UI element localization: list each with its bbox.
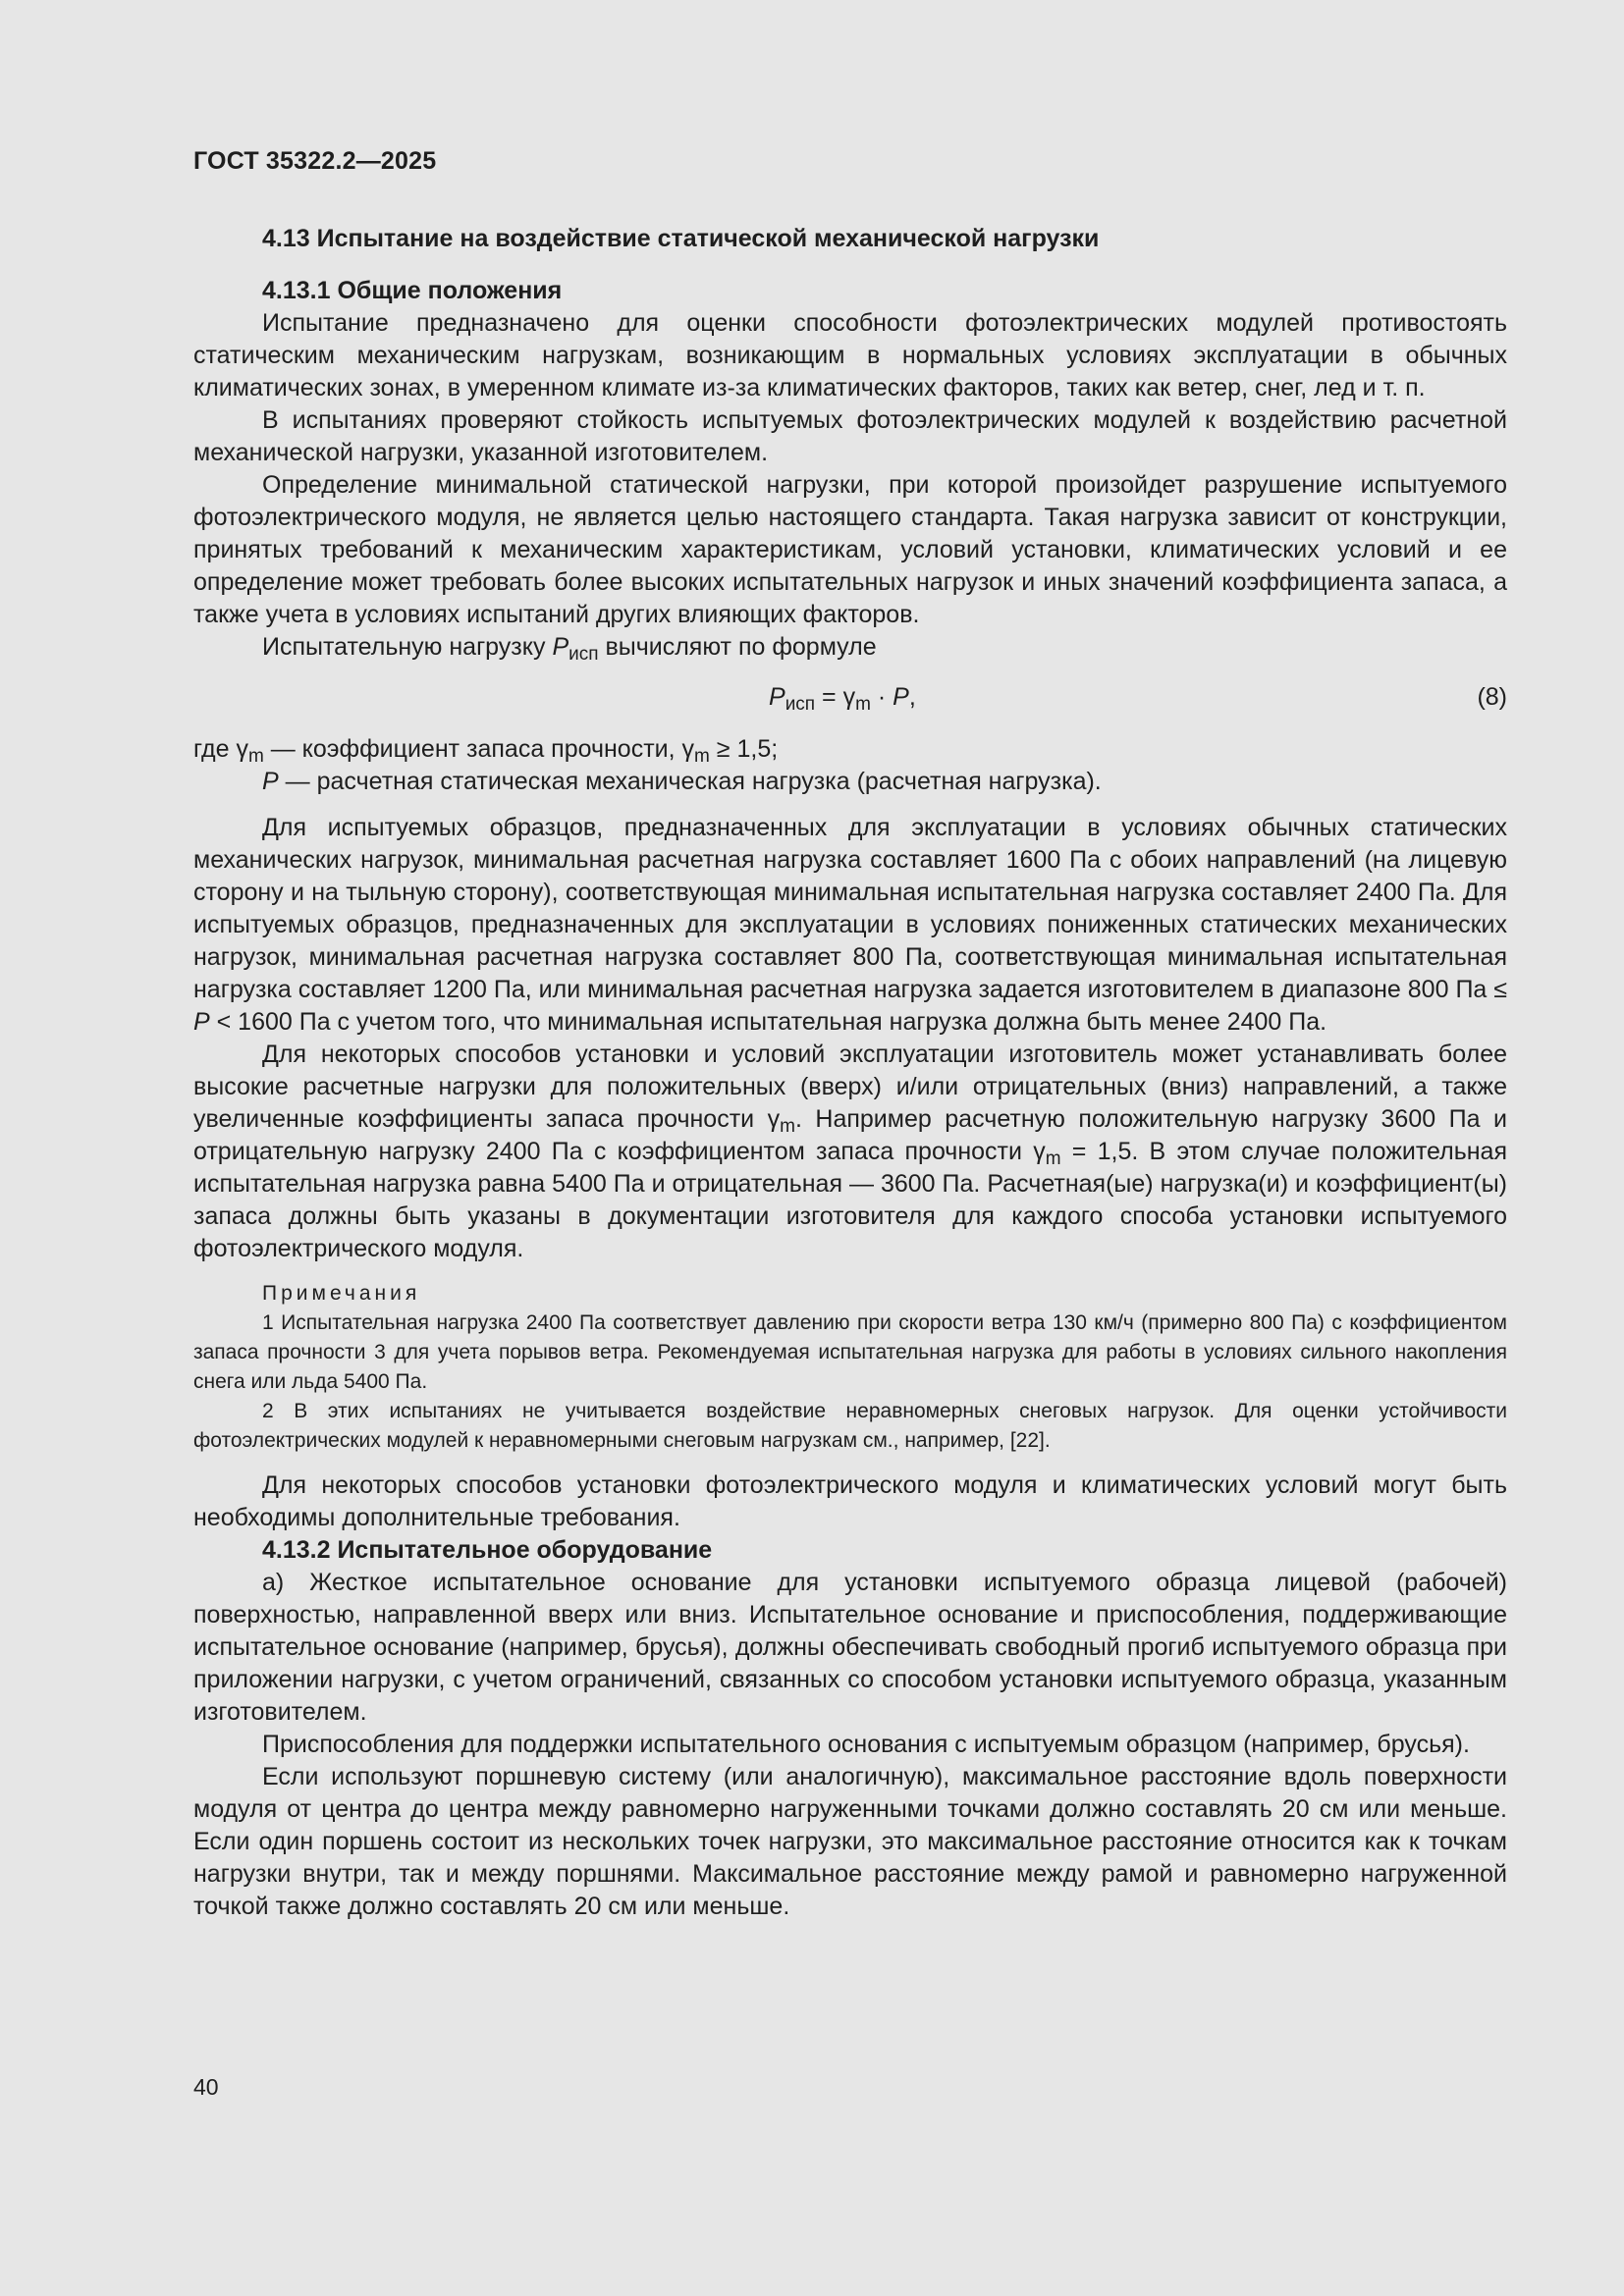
where-p: P — расчетная статическая механическая нагрузка (расчетная нагрузка). [262,768,1102,795]
paragraph-minimal-load: Определение минимальной статической нагрузки, при которой произойдет разрушение испытуемого фотоэлектрического модуля, не является целью настоящего стандарта. Такая нагрузка зависит от конструкции, принятых требований к механическим характеристикам, условий установки, климатических условий и ее определение может требовать более высоких испытательных нагрузок и иных значений коэффициента запаса, а также учета в условиях испытаний других влияющих факторов. [193,471,1507,628]
paragraph-additional-requirements: Для некоторых способов установки фотоэлектрического модуля и климатических условий могут быть необходимы дополнительные требования. [193,1471,1507,1531]
subsection-title-equipment: 4.13.2 Испытательное оборудование [262,1536,713,1564]
formula-row [193,681,1507,714]
paragraph-piston-system: Если используют поршневую систему (или аналогичную), максимальное расстояние вдоль поверхности модуля от центра до центра между равномерно нагруженными точками должно составлять 20 см или меньше. Если один поршень состоит из нескольких точек нагрузки, это максимальное расстояние относится как к точкам нагрузки внутри, так и между поршнями. Максимальное расстояние между рамой и равномерно нагруженной точкой также должно составлять 20 см или меньше. [193,1763,1507,1920]
document-code: ГОСТ 35322.2—2025 [193,147,437,175]
paragraph-equipment-a: а) Жесткое испытательное основание для установки испытуемого образца лицевой (рабочей) поверхностью, направленной вверх или вниз. Испытательное основание и приспособления, поддерживающие испытательное основание (например, брусья), должны обеспечивать свободный прогиб испытуемого образца при приложении нагрузки, с учетом ограничений, связанных со способом установки испытуемого образца, указанным изготовителем. [193,1569,1507,1726]
formula: $P_{исп} = \gamma_m \cdot P$, [769,683,916,715]
paragraph-design-loads: Для испытуемых образцов, предназначенных для эксплуатации в условиях обычных статических механических нагрузок, минимальная расчетная нагрузка составляет 1600 Па с обоих направлений (на лицевую сторону и на тыльную сторону), соответствующая минимальная испытательная нагрузка составляет 2400 Па. Для испытуемых образцов, предназначенных для эксплуатации в условиях пониженных статических механических нагрузок, минимальная расчетная нагрузка составляет 800 Па, соответствующая минимальная испытательная нагрузка составляет 1200 Па, или минимальная расчетная нагрузка задается изготовителем в диапазоне 800 Па ≤ P < 1600 Па с учетом того, что минимальная испытательная нагрузка должна быть менее 2400 Па. [193,814,1507,1036]
note-1: 1 Испытательная нагрузка 2400 Па соответствует давлению при скорости ветра 130 км/ч (примерно 800 Па) с коэффициентом запаса прочности 3 для учета порывов ветра. Рекомендуемая испытательная нагрузка для работы в условиях сильного накопления снега или льда 5400 Па. [193,1311,1507,1393]
paragraph-higher-loads: Для некоторых способов установки и условий эксплуатации изготовитель может устанавливать более высокие расчетные нагрузки для положительных (вверх) и/или отрицательных (вниз) направлений, а также увеличенные коэффициенты запаса прочности $\gamma_m$. Например расчетную положительную нагрузку 3600 Па и отрицательную нагрузку 2400 Па с коэффициентом запаса прочности $\gamma_m = 1,5$. В этом случае положительная испытательная нагрузка равна 5400 Па и отрицательная — 3600 Па. Расчетная(ые) нагрузка(и) и коэффициент(ы) запаса должны быть указаны в документации изготовителя для каждого способа установки испытуемого фотоэлектрического модуля. [193,1041,1507,1262]
page-number: 40 [193,2074,219,2100]
paragraph-equipment-supports: Приспособления для поддержки испытательного основания с испытуемым образцом (например, брусья). [262,1731,1470,1758]
where-gamma: где $\gamma_m$ — коэффициент запаса прочности, $\gamma_m \ge 1,5$; [193,735,779,767]
notes-heading: Примечания [262,1282,421,1305]
paragraph-check: В испытаниях проверяют стойкость испытуемых фотоэлектрических модулей к воздействию расчетной механической нагрузки, указанной изготовителем. [193,406,1507,466]
subsection-title-general: 4.13.1 Общие положения [262,277,563,304]
note-2: 2 В этих испытаниях не учитывается воздействие неравномерных снеговых нагрузок. Для оценки устойчивости фотоэлектрических модулей к неравномерными снеговым нагрузкам см., например, [22]. [193,1400,1507,1452]
paragraph-purpose: Испытание предназначено для оценки способности фотоэлектрических модулей противостоять статическим механическим нагрузкам, возникающим в нормальных условиях эксплуатации в обычных климатических зонах, в умеренном климате из-за климатических факторов, таких как ветер, снег, лед и т. п. [193,309,1507,401]
section-title: 4.13 Испытание на воздействие статической механической нагрузки [262,225,1100,252]
document-page [193,147,1507,1923]
formula-number: (8) [1477,683,1507,711]
paragraph-formula-intro: Испытательную нагрузку $P_{исп}$ вычисляют по формуле [262,633,877,665]
